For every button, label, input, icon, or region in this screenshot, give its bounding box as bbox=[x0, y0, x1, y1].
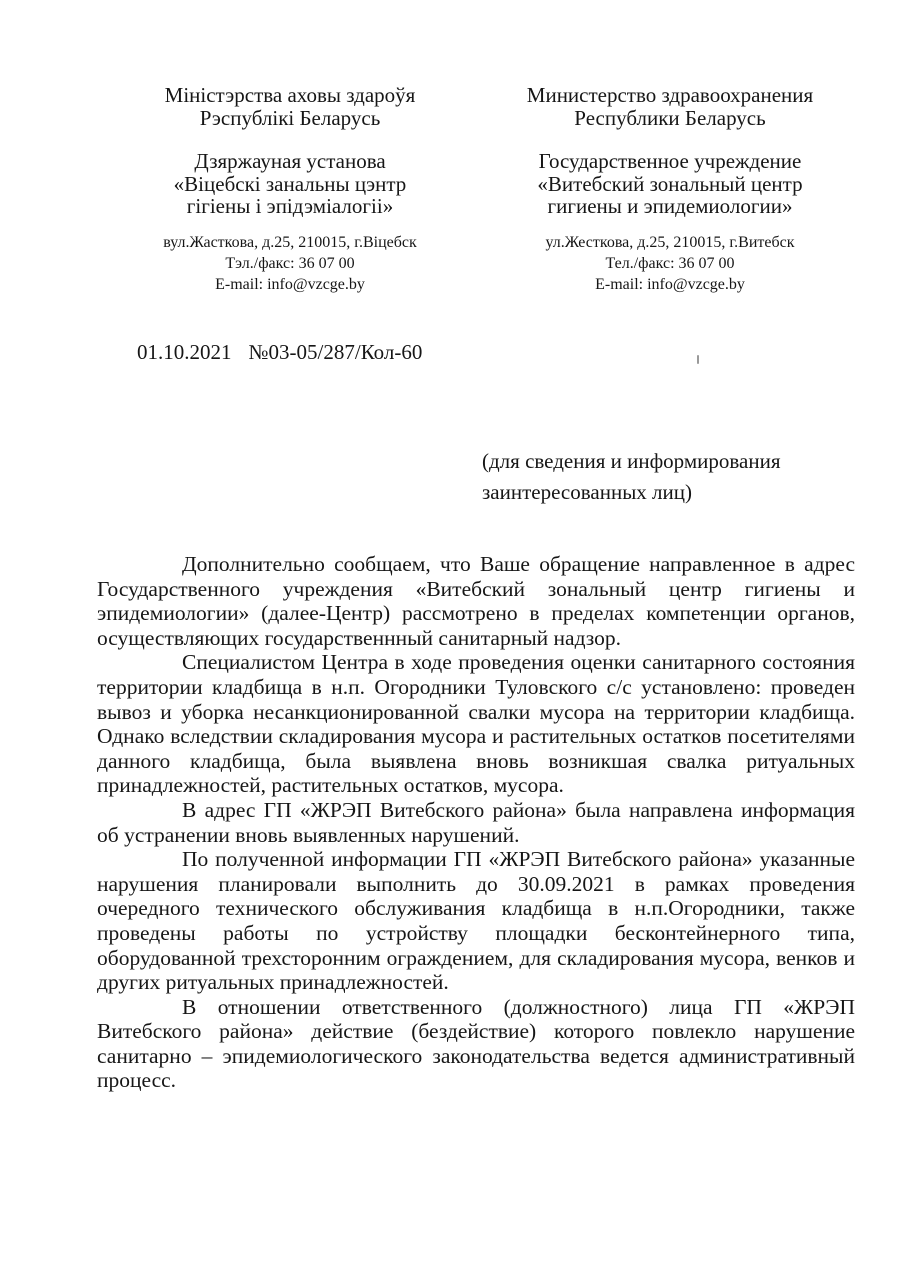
addressee-line-1: (для сведения и информирования bbox=[482, 449, 781, 473]
ministry-line-1-by: Міністэрства аховы здароўя bbox=[164, 83, 416, 107]
body-paragraph-4: По полученной информации ГП «ЖРЭП Витебского района» указанные нарушения планировали выполнить до 30.09.2021 в рамках проведения очередного технического обслуживания кладбища в н.п.Огородники, также проведены работы по устройству площадки бесконтейнерного типа, оборудованной трехсторонним ограждением, для складирования мусора, венков и других ритуальных принадлежностей. bbox=[97, 847, 855, 995]
ministry-line-2-by: Рэспублікі Беларусь bbox=[199, 105, 381, 130]
institution-line-2-ru: «Витебский зональный центр bbox=[537, 171, 803, 196]
institution-line-2-by: «Віцебскі занальны цэнтр bbox=[173, 171, 407, 196]
ministry-line-1-ru: Министерство здравоохранения bbox=[526, 83, 814, 107]
email-by: E-mail: info@vzcge.by bbox=[215, 275, 365, 293]
postal-address-by: вул.Жасткова, д.25, 210015, г.Віцебск bbox=[163, 233, 417, 251]
email-ru: E-mail: info@vzcge.by bbox=[595, 275, 745, 293]
phone-fax-by: Тэл./факс: 36 07 00 bbox=[225, 254, 355, 272]
institution-line-3-ru: гигиены и эпидемиологии» bbox=[547, 194, 793, 218]
ministry-name-ru bbox=[450, 84, 890, 129]
postal-address-ru: ул.Жесткова, д.25, 210015, г.Витебск bbox=[545, 233, 795, 251]
institution-line-3-by: гігіены і эпідэміалогіі» bbox=[186, 194, 394, 218]
body-paragraph-1: Дополнительно сообщаем, что Ваше обращение направленное в адрес Государственного учреждения «Витебский зональный центр гигиены и эпидемиологии» (далее-Центр) рассмотрено в пределах компетенции органов, осуществляющих государственнный санитарный надзор. bbox=[97, 552, 855, 650]
body-paragraph-5: В отношении ответственного (должностного) лица ГП «ЖРЭП Витебского района» действие (бездействие) которого повлекло нарушение санитарно – эпидемиологического законодательства ведется административный процесс. bbox=[97, 994, 855, 1093]
contact-info-ru bbox=[450, 232, 890, 295]
body-paragraph-3: В адрес ГП «ЖРЭП Витебского района» была направлена информация об устранении вновь выявленных нарушений. bbox=[97, 797, 855, 847]
institution-line-1-ru: Государственное учреждение bbox=[538, 149, 802, 173]
document-number: №03-05/287/Кол-60 bbox=[248, 340, 423, 364]
phone-fax-ru: Тел./факс: 36 07 00 bbox=[605, 254, 735, 272]
document-date: 01.10.2021 bbox=[137, 340, 232, 364]
letter-body bbox=[97, 552, 855, 1093]
body-paragraph-2: Специалистом Центра в ходе проведения оценки санитарного состояния территории кладбища в н.п. Огородники Туловского с/с установлено: проведен вывоз и уборка несанкционированной свалки мусора на территории кладбища. Однако вследствии складирования мусора и растительных остатков посетителями данного кладбища, была выявлена вновь возникшая свалка ритуальных принадлежностей, растительных остатков, мусора. bbox=[97, 650, 855, 798]
ministry-line-2-ru: Республики Беларусь bbox=[574, 105, 766, 130]
addressee-note bbox=[482, 446, 822, 507]
letterhead-russian bbox=[450, 84, 890, 295]
institution-name-ru bbox=[450, 150, 890, 218]
institution-line-1-by: Дзяржауная установа bbox=[194, 149, 386, 173]
scan-artifact-mark bbox=[697, 355, 699, 364]
addressee-line-2: заинтересованных лиц) bbox=[482, 479, 692, 504]
reference-line bbox=[137, 340, 422, 365]
